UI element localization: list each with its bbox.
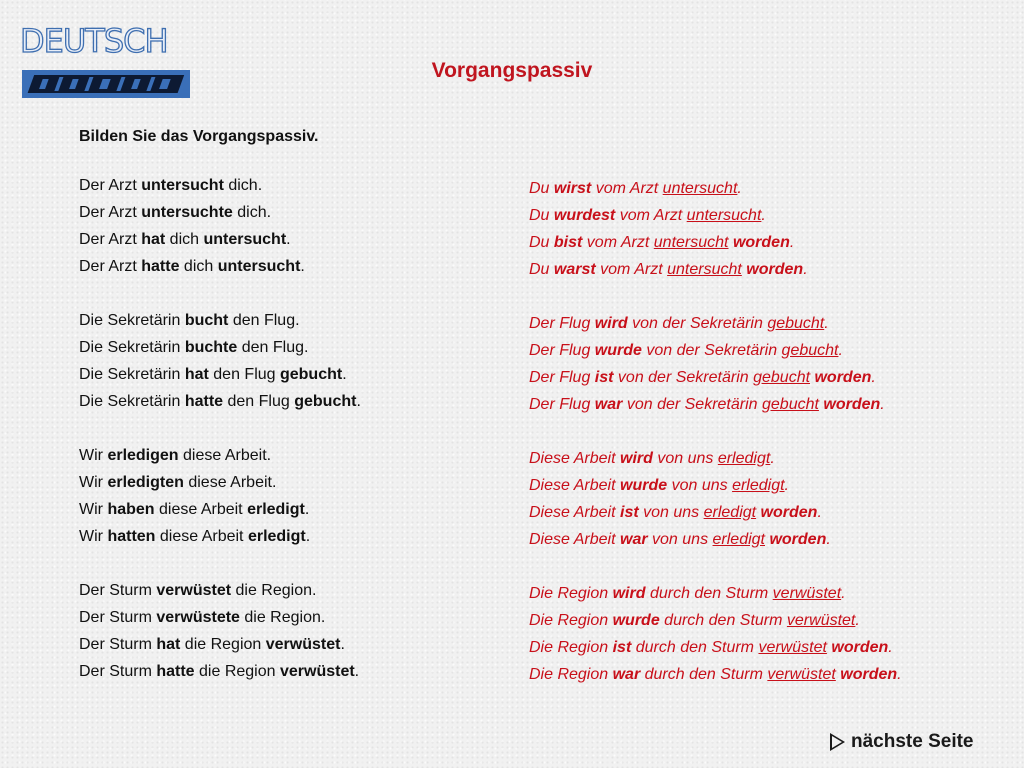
- emphasized-verb: worden: [732, 234, 790, 251]
- sentence-text: von der Sekretärin: [627, 315, 768, 332]
- sentence-text: .: [304, 501, 310, 518]
- sentence-text: .: [770, 450, 775, 467]
- sentence-text: .: [356, 393, 361, 410]
- passive-sentence: [529, 445, 902, 472]
- emphasized-verb: worden: [760, 504, 818, 521]
- sentence-text: durch den Sturm: [659, 612, 787, 629]
- sentence-text: dich: [165, 231, 204, 248]
- participle: untersucht: [662, 180, 738, 197]
- passive-sentence: [529, 310, 902, 337]
- sentence-text: Wir: [79, 474, 108, 491]
- sentence-text: diese Arbeit: [154, 501, 248, 518]
- emphasized-verb: ist: [594, 369, 614, 386]
- emphasized-verb: verwüstet: [265, 636, 341, 653]
- sentence-text: .: [342, 366, 347, 383]
- emphasized-verb: wird: [612, 585, 646, 602]
- sentence-text: den Flug.: [237, 339, 309, 356]
- participle: untersucht: [686, 207, 762, 224]
- participle: verwüstet: [767, 666, 836, 683]
- sentence-text: .: [888, 639, 893, 656]
- emphasized-verb: wird: [620, 450, 653, 467]
- active-sentence: [79, 577, 361, 604]
- emphasized-verb: erledigt: [247, 501, 305, 518]
- emphasized-verb: untersucht: [203, 231, 287, 248]
- participle: untersucht: [667, 261, 742, 278]
- participle: verwüstet: [786, 612, 856, 629]
- emphasized-verb: worden: [823, 396, 881, 413]
- sentence-text: Diese Arbeit: [529, 504, 620, 521]
- sentence-text: dich.: [223, 177, 263, 194]
- sentence-text: den Flug: [223, 393, 295, 410]
- group-spacer: [529, 283, 902, 310]
- sentence-text: Der Flug: [529, 396, 595, 413]
- emphasized-verb: verwüstete: [156, 609, 240, 626]
- sentence-text: dich.: [232, 204, 272, 221]
- emphasized-verb: hatte: [141, 258, 180, 275]
- sentence-text: Wir: [79, 501, 108, 518]
- sentence-text: .: [737, 180, 742, 197]
- emphasized-verb: worden: [746, 261, 804, 278]
- sentence-text: .: [838, 342, 843, 359]
- emphasized-verb: worden: [840, 666, 898, 683]
- sentence-text: Diese Arbeit: [529, 531, 620, 548]
- sentence-text: den Flug: [208, 366, 280, 383]
- emphasized-verb: gebucht: [294, 393, 357, 410]
- sentence-text: .: [305, 528, 311, 545]
- sentence-text: den Flug.: [228, 312, 300, 329]
- sentence-text: Der Arzt: [79, 231, 142, 248]
- group-spacer: [79, 280, 361, 307]
- emphasized-verb: verwüstet: [279, 663, 355, 680]
- sentence-text: .: [300, 258, 305, 275]
- emphasized-verb: worden: [831, 639, 889, 656]
- sentence-text: Der Sturm: [79, 636, 157, 653]
- sentence-text: die Region.: [239, 609, 326, 626]
- sentence-text: vom Arzt: [582, 234, 654, 251]
- emphasized-verb: erledigt: [247, 528, 306, 545]
- next-page-label: nächste Seite: [851, 731, 974, 752]
- emphasized-verb: untersucht: [217, 258, 301, 275]
- passive-sentence: [529, 499, 902, 526]
- sentence-text: Die Region: [529, 666, 613, 683]
- passive-sentence: [529, 634, 902, 661]
- participle: verwüstet: [758, 639, 827, 656]
- passive-sentence: [529, 526, 902, 553]
- sentence-text: .: [824, 315, 829, 332]
- sentence-text: diese Arbeit: [155, 528, 248, 545]
- sentence-text: von der Sekretärin: [613, 369, 754, 386]
- sentence-text: Du: [529, 180, 554, 197]
- active-sentence: [79, 631, 361, 658]
- passive-sentence: [529, 580, 902, 607]
- sentence-text: vom Arzt: [595, 261, 668, 278]
- sentence-text: .: [826, 531, 831, 548]
- sentence-text: Diese Arbeit: [529, 477, 620, 494]
- participle: erledigt: [712, 531, 765, 548]
- passive-sentence: [529, 364, 902, 391]
- emphasized-verb: warst: [553, 261, 596, 278]
- passive-sentence: [529, 256, 902, 283]
- participle: gebucht: [767, 315, 825, 332]
- sentence-text: Diese Arbeit: [529, 450, 620, 467]
- page-title: Vorgangspassiv: [431, 59, 593, 82]
- sentence-text: Du: [529, 234, 554, 251]
- emphasized-verb: hatte: [156, 663, 195, 680]
- sentence-text: .: [871, 369, 876, 386]
- sentence-text: .: [286, 231, 291, 248]
- passive-sentence: [529, 229, 902, 256]
- participle: erledigt: [703, 504, 757, 521]
- emphasized-verb: war: [620, 531, 648, 548]
- active-sentence: [79, 226, 361, 253]
- emphasized-verb: wurde: [594, 342, 642, 359]
- emphasized-verb: hat: [184, 366, 209, 383]
- sentence-text: .: [880, 396, 885, 413]
- sentence-text: durch den Sturm: [645, 585, 773, 602]
- sentence-text: .: [841, 585, 846, 602]
- participle: verwüstet: [772, 585, 842, 602]
- sentence-text: diese Arbeit.: [178, 447, 272, 464]
- sentence-text: .: [354, 663, 360, 680]
- emphasized-verb: hat: [156, 636, 181, 653]
- active-sentence: [79, 604, 361, 631]
- sentence-text: .: [855, 612, 860, 629]
- passive-sentence: [529, 607, 902, 634]
- emphasized-verb: wurde: [612, 612, 660, 629]
- emphasized-verb: hatte: [184, 393, 224, 410]
- sentence-text: Der Arzt: [79, 177, 142, 194]
- emphasized-verb: untersuchte: [141, 204, 233, 221]
- sentence-text: von uns: [667, 477, 733, 494]
- sentence-text: .: [817, 504, 822, 521]
- sentence-text: Die Sekretärin: [79, 339, 185, 356]
- sentence-text: Der Flug: [529, 315, 595, 332]
- sentence-text: von uns: [647, 531, 713, 548]
- passive-sentences-column: [529, 175, 902, 688]
- logo-deutsch-text: DEUTSCH: [20, 22, 168, 60]
- participle: erledigt: [732, 477, 785, 494]
- participle: gebucht: [753, 369, 811, 386]
- sentence-text: durch den Sturm: [631, 639, 759, 656]
- active-sentence: [79, 307, 361, 334]
- sentence-text: Der Arzt: [79, 204, 142, 221]
- participle: gebucht: [781, 342, 839, 359]
- sentence-text: Du: [529, 261, 554, 278]
- sentence-text: Die Region: [529, 612, 613, 629]
- active-sentence: [79, 253, 361, 280]
- passive-sentence: [529, 175, 902, 202]
- sentence-text: vom Arzt: [591, 180, 663, 197]
- sentence-text: die Region.: [231, 582, 317, 599]
- emphasized-verb: gebucht: [279, 366, 343, 383]
- passive-sentence: [529, 661, 902, 688]
- active-sentence: [79, 523, 361, 550]
- active-sentence: [79, 496, 361, 523]
- group-spacer: [79, 550, 361, 577]
- sentence-text: von uns: [638, 504, 704, 521]
- emphasized-verb: erledigen: [107, 447, 179, 464]
- sentence-text: Die Region: [529, 585, 613, 602]
- emphasized-verb: verwüstet: [156, 582, 232, 599]
- emphasized-verb: hat: [141, 231, 166, 248]
- active-sentence: [79, 361, 361, 388]
- active-sentence: [79, 334, 361, 361]
- participle: gebucht: [762, 396, 819, 413]
- emphasized-verb: wirst: [553, 180, 592, 197]
- emphasized-verb: war: [612, 666, 641, 683]
- sentence-text: Die Sekretärin: [79, 366, 185, 383]
- passive-sentence: [529, 337, 902, 364]
- sentence-text: Der Sturm: [79, 582, 157, 599]
- emphasized-verb: worden: [769, 531, 827, 548]
- sentence-text: durch den Sturm: [640, 666, 768, 683]
- sentence-text: Der Sturm: [79, 609, 157, 626]
- active-sentence: [79, 199, 361, 226]
- sentence-text: von der Sekretärin: [622, 396, 762, 413]
- emphasized-verb: ist: [612, 639, 632, 656]
- passive-sentence: [529, 202, 902, 229]
- group-spacer: [529, 553, 902, 580]
- active-sentences-column: [79, 172, 361, 685]
- sentence-text: Der Sturm: [79, 663, 157, 680]
- emphasized-verb: hatten: [107, 528, 156, 545]
- group-spacer: [529, 418, 902, 445]
- sentence-text: Die Sekretärin: [79, 393, 185, 410]
- emphasized-verb: haben: [107, 501, 155, 518]
- sentence-text: von uns: [652, 450, 718, 467]
- sentence-text: .: [340, 636, 345, 653]
- sentence-text: die Region: [194, 663, 280, 680]
- participle: erledigt: [717, 450, 771, 467]
- emphasized-verb: buchte: [184, 339, 238, 356]
- active-sentence: [79, 172, 361, 199]
- sentence-text: .: [789, 234, 795, 251]
- sentence-text: Die Sekretärin: [79, 312, 185, 329]
- emphasized-verb: wurdest: [553, 207, 616, 224]
- sentence-text: diese Arbeit.: [183, 474, 277, 491]
- passive-sentence: [529, 472, 902, 499]
- sentence-text: die Region: [180, 636, 266, 653]
- active-sentence: [79, 658, 361, 685]
- passive-sentence: [529, 391, 902, 418]
- sentence-text: Der Flug: [529, 342, 595, 359]
- exercise-instruction: Bilden Sie das Vorgangspassiv.: [79, 128, 319, 145]
- emphasized-verb: worden: [814, 369, 872, 386]
- sentence-text: von der Sekretärin: [641, 342, 782, 359]
- emphasized-verb: erledigten: [107, 474, 184, 491]
- sentence-text: .: [803, 261, 808, 278]
- active-sentence: [79, 442, 361, 469]
- emphasized-verb: wird: [594, 315, 628, 332]
- participle: untersucht: [653, 234, 729, 251]
- sentence-text: Der Flug: [529, 369, 595, 386]
- active-sentence: [79, 388, 361, 415]
- sentence-text: Wir: [79, 447, 108, 464]
- sentence-text: Der Arzt: [79, 258, 142, 275]
- sentence-text: Die Region: [529, 639, 613, 656]
- next-page-link[interactable]: [830, 731, 974, 753]
- sentence-text: dich: [179, 258, 218, 275]
- sentence-text: .: [897, 666, 902, 683]
- group-spacer: [79, 415, 361, 442]
- sentence-text: vom Arzt: [615, 207, 687, 224]
- emphasized-verb: bucht: [184, 312, 229, 329]
- sentence-text: .: [761, 207, 766, 224]
- sentence-text: .: [784, 477, 789, 494]
- emphasized-verb: ist: [620, 504, 639, 521]
- emphasized-verb: bist: [553, 234, 583, 251]
- play-triangle-icon: [830, 733, 845, 751]
- emphasized-verb: war: [594, 396, 623, 413]
- emphasized-verb: untersucht: [141, 177, 224, 194]
- sentence-text: Du: [529, 207, 554, 224]
- sentence-text: Wir: [79, 528, 108, 545]
- emphasized-verb: wurde: [620, 477, 668, 494]
- active-sentence: [79, 469, 361, 496]
